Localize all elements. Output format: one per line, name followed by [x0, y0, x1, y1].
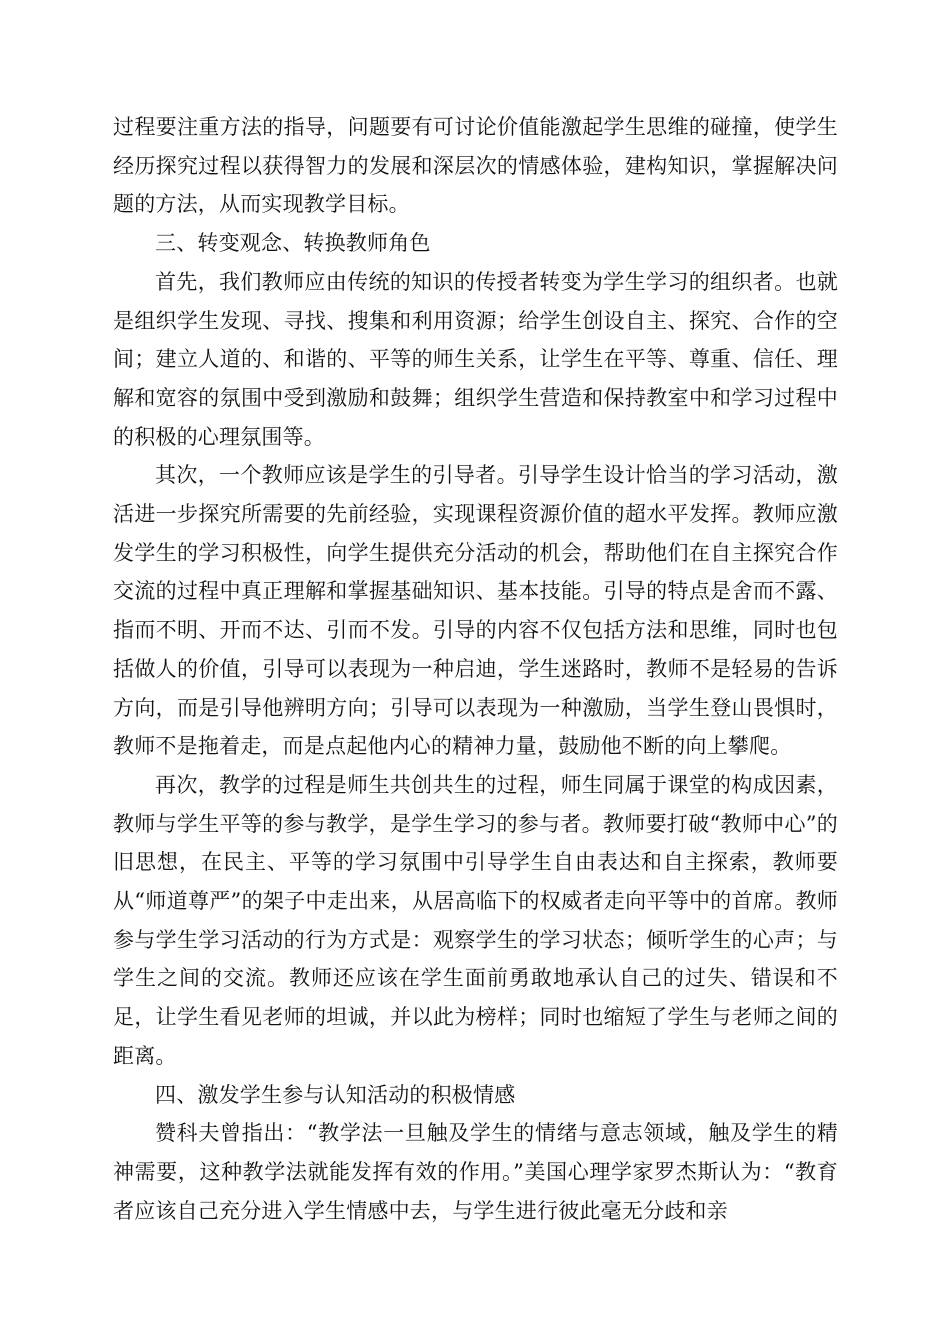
document-body: [113, 108, 838, 1230]
paragraph-participant: 再次，教学的过程是师生共创共生的过程，师生同属于课堂的构成因素，教师与学生平等的参与教学，是学生学习的参与者。教师要打破“教师中心”的旧思想，在民主、平等的学习氛围中引导学生自由表达和自主探索，教师要从“师道尊严”的架子中走出来，从居高临下的权威者走向平等中的首席。教师参与学生学习活动的行为方式是：观察学生的学习状态；倾听学生的心声；与学生之间的交流。教师还应该在学生面前勇敢地承认自己的过失、错误和不足，让学生看见老师的坦诚，并以此为榜样；同时也缩短了学生与老师之间的距离。: [113, 772, 838, 1068]
paragraph-continuation: 过程要注重方法的指导，问题要有可讨论价值能激起学生思维的碰撞，使学生经历探究过程以获得智力的发展和深层次的情感体验，建构知识，掌握解决问题的方法，从而实现教学目标。: [113, 115, 838, 217]
paragraph-emotion: 赞科夫曾指出：“教学法一旦触及学生的情绪与意志领域，触及学生的精神需要，这种教学法就能发挥有效的作用。”美国心理学家罗杰斯认为：“教育者应该自己充分进入学生情感中去，与学生进行彼此毫无分歧和亲: [113, 1121, 838, 1223]
section-heading-3: 三、转变观念、转换教师角色: [155, 231, 431, 256]
paragraph-guide: 其次，一个教师应该是学生的引导者。引导学生设计恰当的学习活动，激活进一步探究所需要的先前经验，实现课程资源价值的超水平发挥。教师应激发学生的学习积极性，向学生提供充分活动的机会，帮助他们在自主探究合作交流的过程中真正理解和掌握基础知识、基本技能。引导的特点是舍而不露、指而不明、开而不达、引而不发。引导的内容不仅包括方法和思维，同时也包括做人的价值，引导可以表现为一种启迪，学生迷路时，教师不是轻易的告诉方向，而是引导他辨明方向；引导可以表现为一种激励，当学生登山畏惧时，教师不是拖着走，而是点起他内心的精神力量，鼓励他不断的向上攀爬。: [113, 463, 838, 759]
section-heading-4: 四、激发学生参与认知活动的积极情感: [155, 1082, 516, 1107]
paragraph-organizer: 首先，我们教师应由传统的知识的传授者转变为学生学习的组织者。也就是组织学生发现、寻找、搜集和利用资源；给学生创设自主、探究、合作的空间；建立人道的、和谐的、平等的师生关系，让学生在平等、尊重、信任、理解和宽容的氛围中受到激励和鼓舞；组织学生营造和保持教室中和学习过程中的积极的心理氛围等。: [113, 269, 838, 449]
